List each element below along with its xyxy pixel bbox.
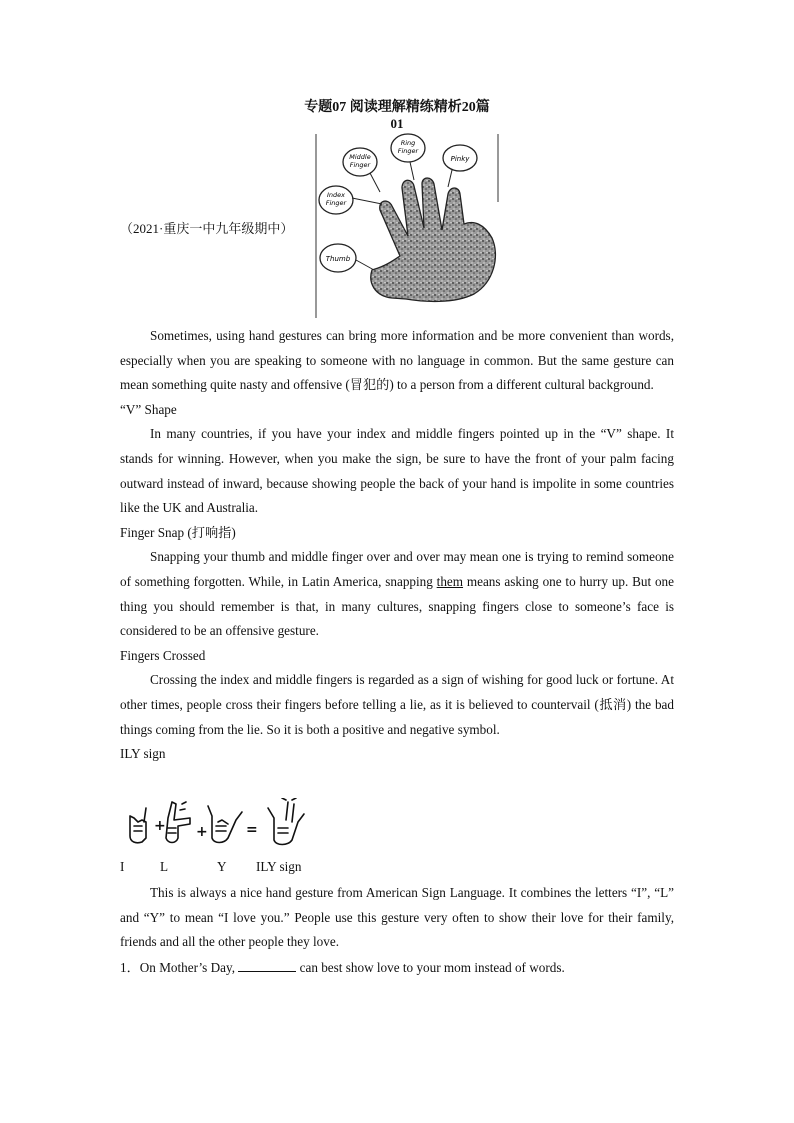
fingers-crossed-paragraph: Crossing the index and middle fingers is regarded as a sign of wishing for good luck or fortune. At other times, people cross their fingers before telling a lie, as it is believed to countervail (抵消) the bad things coming from the lie. So it is both a positive and negative symbol. [120, 672, 674, 737]
ily-label-i: I [120, 859, 125, 874]
svg-text:Thumb: Thumb [325, 255, 351, 263]
svg-text:=: = [246, 822, 258, 838]
fingers-crossed-heading: Fingers Crossed [120, 647, 206, 663]
finger-snap-paragraph [120, 545, 674, 643]
ily-heading: ILY sign [120, 746, 166, 762]
hand-sign-ily-icon [268, 798, 304, 845]
svg-text:Pinky: Pinky [450, 155, 470, 163]
index-finger-label [319, 186, 382, 214]
hand-sign-y-icon [208, 806, 242, 843]
question-1 [120, 957, 565, 976]
hand-sign-i-icon [130, 808, 146, 843]
hand-sign-l-icon [166, 802, 190, 843]
ily-sign-figure [122, 798, 312, 850]
ily-label-sign: ILY sign [256, 859, 302, 874]
ily-paragraph: This is always a nice hand gesture from American Sign Language. It combines the letters “I”, “L” and “Y” to mean “I love you.” People use this gesture very often to show their love for their family, friends and all the other people they love. [120, 885, 674, 950]
v-shape-heading: “V” Shape [120, 401, 177, 417]
v-shape-paragraph: In many countries, if you have your index and middle fingers pointed up in the “V” shape. It stands for winning. However, when you make the sign, be sure to have the front of your palm facing outward instead of inward, because showing people the back of your hand is impolite in some countries like the UK and Australia. [120, 426, 674, 516]
svg-text:+: + [154, 818, 166, 834]
hand-silhouette [371, 178, 496, 301]
ily-label-y: Y [217, 859, 227, 874]
pinky-label [443, 145, 477, 187]
underlined-word-them: them [436, 573, 464, 589]
snap-text-part-2: means asking one to hurry up. But one thing you should remember is that, in many cultures, snapping fingers close to someone’s face is considered to be an offensive gesture. [120, 573, 674, 639]
snap-text-part-1: Snapping your thumb and middle finger over and over may mean one is trying to remind someone of something forgotten. While, in Latin America, snapping [120, 549, 674, 589]
ily-body [120, 881, 674, 955]
answer-blank[interactable] [238, 959, 296, 972]
ring-finger-label [391, 134, 425, 180]
thumb-label [320, 244, 374, 272]
svg-text:Finger: Finger [325, 199, 347, 207]
passage-body [120, 324, 674, 767]
document-title: 专题07 阅读理解精练精析20篇 [304, 100, 490, 115]
svg-text:Ring: Ring [400, 139, 416, 147]
passage-number: 01 [390, 116, 404, 131]
question-text-after: can best show love to your mom instead of words. [296, 960, 565, 975]
question-text-before: On Mother’s Day, [139, 960, 239, 975]
svg-text:Index: Index [326, 191, 346, 199]
svg-text:Middle: Middle [349, 153, 371, 161]
svg-text:Finger: Finger [349, 161, 371, 169]
ily-label-l: L [160, 859, 169, 874]
svg-text:+: + [196, 824, 208, 840]
hand-diagram [314, 132, 500, 320]
source-note: （2021·重庆一中九年级期中） [120, 221, 294, 236]
middle-finger-label [343, 148, 380, 192]
question-number: 1． [120, 960, 140, 975]
svg-text:Finger: Finger [397, 147, 419, 155]
finger-snap-heading: Finger Snap (打响指) [120, 524, 236, 540]
intro-paragraph: Sometimes, using hand gestures can bring more information and be more convenient than words, especially when you are speaking to someone with no language in common. But the same gesture can mean something quite nasty and offensive (冒犯的) to a person from a different cultural background. [120, 328, 674, 393]
